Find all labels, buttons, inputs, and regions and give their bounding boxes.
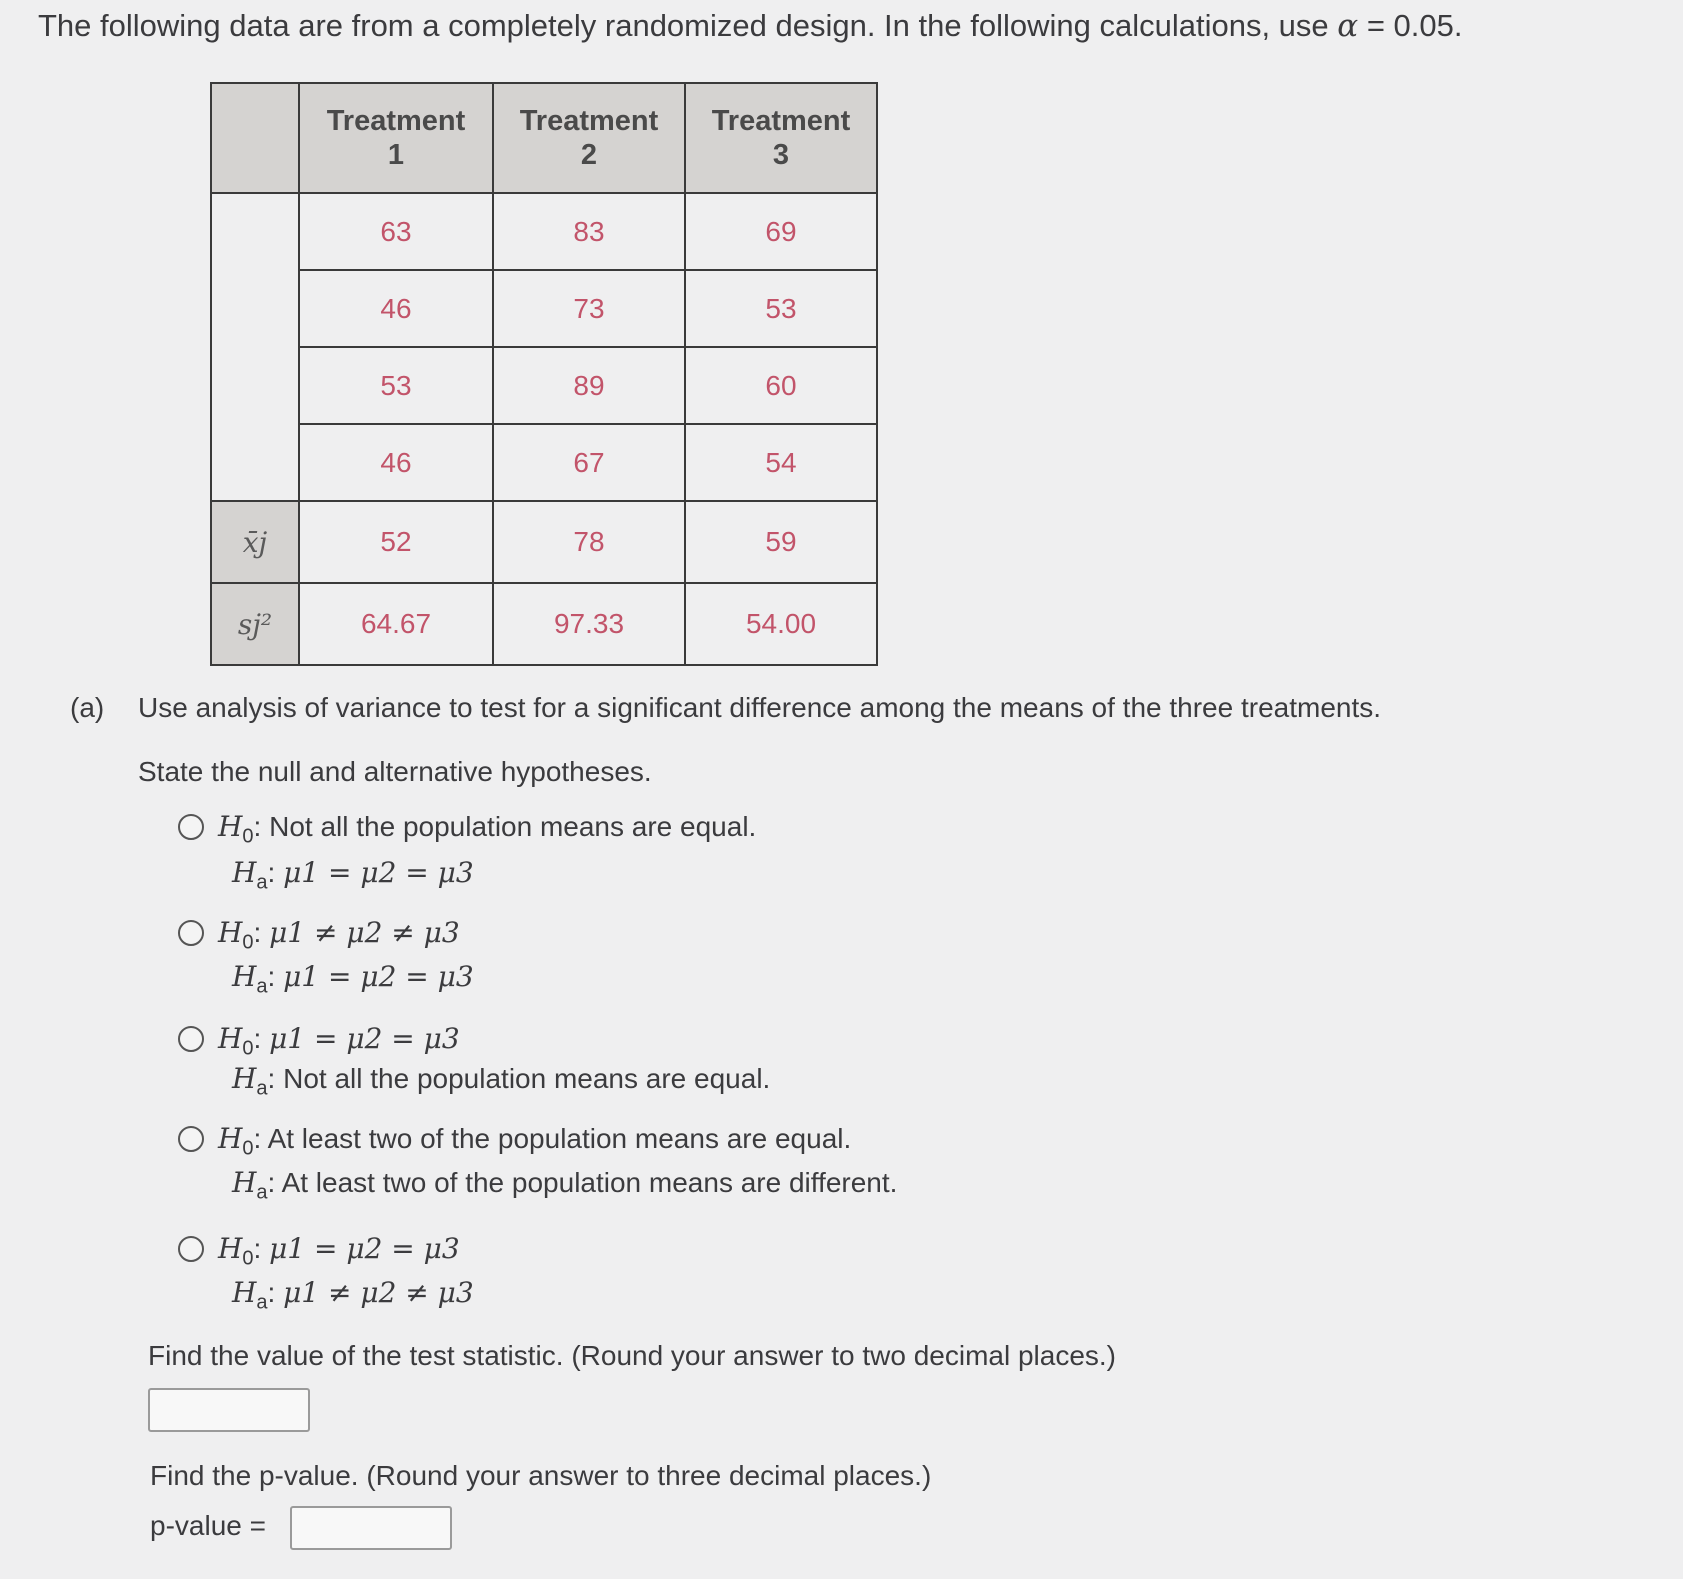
h0-label: H xyxy=(218,1232,243,1265)
radio-button[interactable] xyxy=(178,1126,204,1152)
h0-sub: 0 xyxy=(242,825,254,848)
table-cell: 69 xyxy=(685,193,877,270)
ha-text: μ1 ≠ μ2 ≠ μ3 xyxy=(283,1276,474,1309)
part-a-text: Use analysis of variance to test for a significant difference among the means of the three treatments. xyxy=(138,692,1382,723)
variance-label xyxy=(211,583,299,665)
alpha-value: = 0.05. xyxy=(1358,8,1463,43)
variance-cell: 64.67 xyxy=(299,583,493,665)
table-cell: 46 xyxy=(299,424,493,501)
radio-button[interactable] xyxy=(178,920,204,946)
header-text-line: 3 xyxy=(772,139,790,171)
header-text-line: 2 xyxy=(580,139,598,171)
ha-label: H xyxy=(232,960,257,993)
h0-text: At least two of the population means are equal. xyxy=(267,1123,852,1154)
state-hypotheses-prompt: State the null and alternative hypotheses. xyxy=(138,756,652,787)
h0-sub: 0 xyxy=(242,1037,254,1060)
table-cell: 63 xyxy=(299,193,493,270)
part-tag: (a) xyxy=(70,692,105,723)
variance-cell: 54.00 xyxy=(685,583,877,665)
p-value-label: p-value = xyxy=(150,1510,266,1541)
p-value-prompt: Find the p-value. (Round your answer to three decimal places.) xyxy=(150,1460,932,1491)
header-text-line: 1 xyxy=(387,139,405,171)
ha-text: Not all the population means are equal. xyxy=(283,1063,771,1094)
h0-text: μ1 ≠ μ2 ≠ μ3 xyxy=(269,916,460,949)
table-cell: 83 xyxy=(493,193,685,270)
header-treatment-2 xyxy=(493,83,685,193)
blank-label-cell xyxy=(211,193,299,501)
table-cell: 53 xyxy=(299,347,493,424)
variance-cell: 97.33 xyxy=(493,583,685,665)
mean-cell: 78 xyxy=(493,501,685,583)
h0-label: H xyxy=(218,916,243,949)
h0-sub: 0 xyxy=(242,1247,254,1270)
table-cell: 89 xyxy=(493,347,685,424)
radio-button[interactable] xyxy=(178,1026,204,1052)
header-treatment-1 xyxy=(299,83,493,193)
header-text-line: Treatment xyxy=(711,105,851,137)
ha-label: H xyxy=(232,1062,257,1095)
table-cell: 53 xyxy=(685,270,877,347)
ha-sub: a xyxy=(256,1181,268,1204)
test-statistic-input[interactable] xyxy=(148,1388,310,1432)
data-table xyxy=(210,82,878,666)
p-value-input[interactable] xyxy=(290,1506,452,1550)
ha-text: μ1 = μ2 = μ3 xyxy=(283,960,474,993)
table-cell: 46 xyxy=(299,270,493,347)
ha-sub: a xyxy=(256,1077,268,1100)
h0-text: μ1 = μ2 = μ3 xyxy=(269,1022,460,1055)
test-statistic-prompt: Find the value of the test statistic. (Round your answer to two decimal places.) xyxy=(148,1340,1117,1371)
mean-label xyxy=(211,501,299,583)
table-cell: 60 xyxy=(685,347,877,424)
h0-sub: 0 xyxy=(242,931,254,954)
header-treatment-3 xyxy=(685,83,877,193)
mean-cell: 59 xyxy=(685,501,877,583)
h0-label: H xyxy=(218,1022,243,1055)
variance-symbol: sj² xyxy=(237,607,273,641)
h0-sub: 0 xyxy=(242,1137,254,1160)
table-cell: 54 xyxy=(685,424,877,501)
h0-label: H xyxy=(218,810,243,843)
ha-label: H xyxy=(232,856,257,889)
part-a-question xyxy=(70,692,1381,724)
corner-cell xyxy=(211,83,299,193)
problem-intro xyxy=(38,8,1462,44)
h0-text: μ1 = μ2 = μ3 xyxy=(269,1232,460,1265)
ha-text: At least two of the population means are different. xyxy=(281,1167,898,1198)
mean-cell: 52 xyxy=(299,501,493,583)
ha-sub: a xyxy=(256,871,268,894)
ha-label: H xyxy=(232,1166,257,1199)
ha-label: H xyxy=(232,1276,257,1309)
ha-sub: a xyxy=(256,1291,268,1314)
ha-text: μ1 = μ2 = μ3 xyxy=(283,856,474,889)
radio-button[interactable] xyxy=(178,1236,204,1262)
table-cell: 73 xyxy=(493,270,685,347)
intro-text: The following data are from a completely randomized design. In the following calculations, use xyxy=(38,8,1338,43)
radio-button[interactable] xyxy=(178,814,204,840)
h0-label: H xyxy=(218,1122,243,1155)
alpha-symbol: α xyxy=(1337,8,1359,44)
header-text-line: Treatment xyxy=(326,105,466,137)
table-cell: 67 xyxy=(493,424,685,501)
header-text-line: Treatment xyxy=(519,105,659,137)
ha-sub: a xyxy=(256,975,268,998)
mean-symbol: x̄j xyxy=(242,525,268,559)
h0-text: Not all the population means are equal. xyxy=(269,811,757,842)
